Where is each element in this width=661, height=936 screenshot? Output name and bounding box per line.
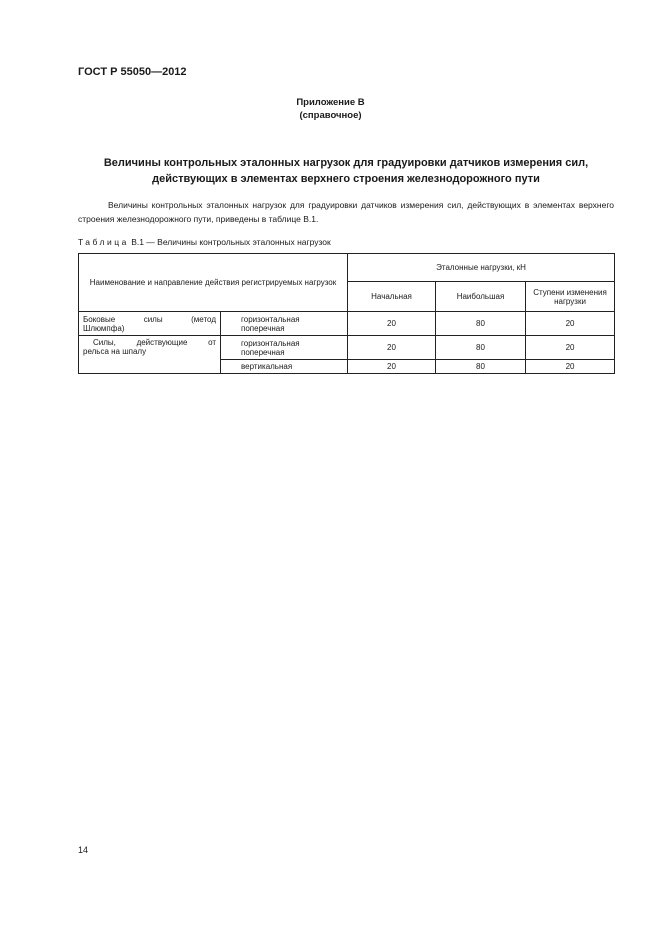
appendix-heading	[0, 96, 661, 122]
row-name-line: Боковые силы (метод	[83, 314, 216, 324]
header-initial-cell: Начальная	[348, 282, 436, 312]
row-initial-cell: 20	[348, 312, 436, 336]
header-max-cell: Наибольшая	[436, 282, 526, 312]
row-name-line: рельса на шпалу	[83, 347, 147, 356]
row-name-line: Силы, действующие от	[93, 338, 216, 347]
table-row	[79, 312, 615, 336]
row-direction-cell: вертикальная	[221, 360, 348, 374]
header-steps-cell: Ступени изменения нагрузки	[526, 282, 615, 312]
appendix-type: (справочное)	[299, 110, 362, 121]
row-max-cell: 80	[436, 336, 526, 360]
title-line-1: Величины контрольных эталонных нагрузок для градуировки датчиков измерения сил,	[103, 157, 589, 169]
section-title	[78, 155, 614, 187]
row-step-cell: 20	[526, 360, 615, 374]
row-step-cell: 20	[526, 312, 615, 336]
table-caption	[78, 237, 331, 247]
header-group-cell: Эталонные нагрузки, кН	[348, 254, 615, 282]
row-name-cell	[79, 336, 221, 374]
body-paragraph: Величины контрольных эталонных нагрузок для градуировки датчиков измерения сил, действующих в элементах верхнего строения железнодорожного пути, приведены в таблице В.1.	[78, 200, 614, 224]
row-direction-cell: горизонтальная поперечная	[221, 336, 348, 360]
table-header-row	[79, 254, 615, 282]
row-max-cell: 80	[436, 312, 526, 336]
title-line-2: действующих в элементах верхнего строения железнодорожного пути	[152, 173, 540, 185]
row-max-cell: 80	[436, 360, 526, 374]
appendix-label: Приложение В	[296, 97, 365, 108]
row-name-cell	[79, 312, 221, 336]
table-row	[79, 336, 615, 360]
loads-table	[78, 253, 615, 374]
row-initial-cell: 20	[348, 336, 436, 360]
table-caption-text: В.1 — Величины контрольных эталонных нагрузок	[128, 237, 331, 247]
header-name-cell: Наименование и направление действия регистрируемых нагрузок	[79, 254, 348, 312]
row-name-line: Шлюмпфа)	[83, 323, 125, 333]
row-initial-cell: 20	[348, 360, 436, 374]
table-caption-word: Таблица	[78, 237, 129, 247]
row-step-cell: 20	[526, 336, 615, 360]
row-direction-cell: горизонтальная поперечная	[221, 312, 348, 336]
document-header: ГОСТ Р 55050—2012	[78, 66, 187, 78]
page-number: 14	[78, 845, 89, 855]
